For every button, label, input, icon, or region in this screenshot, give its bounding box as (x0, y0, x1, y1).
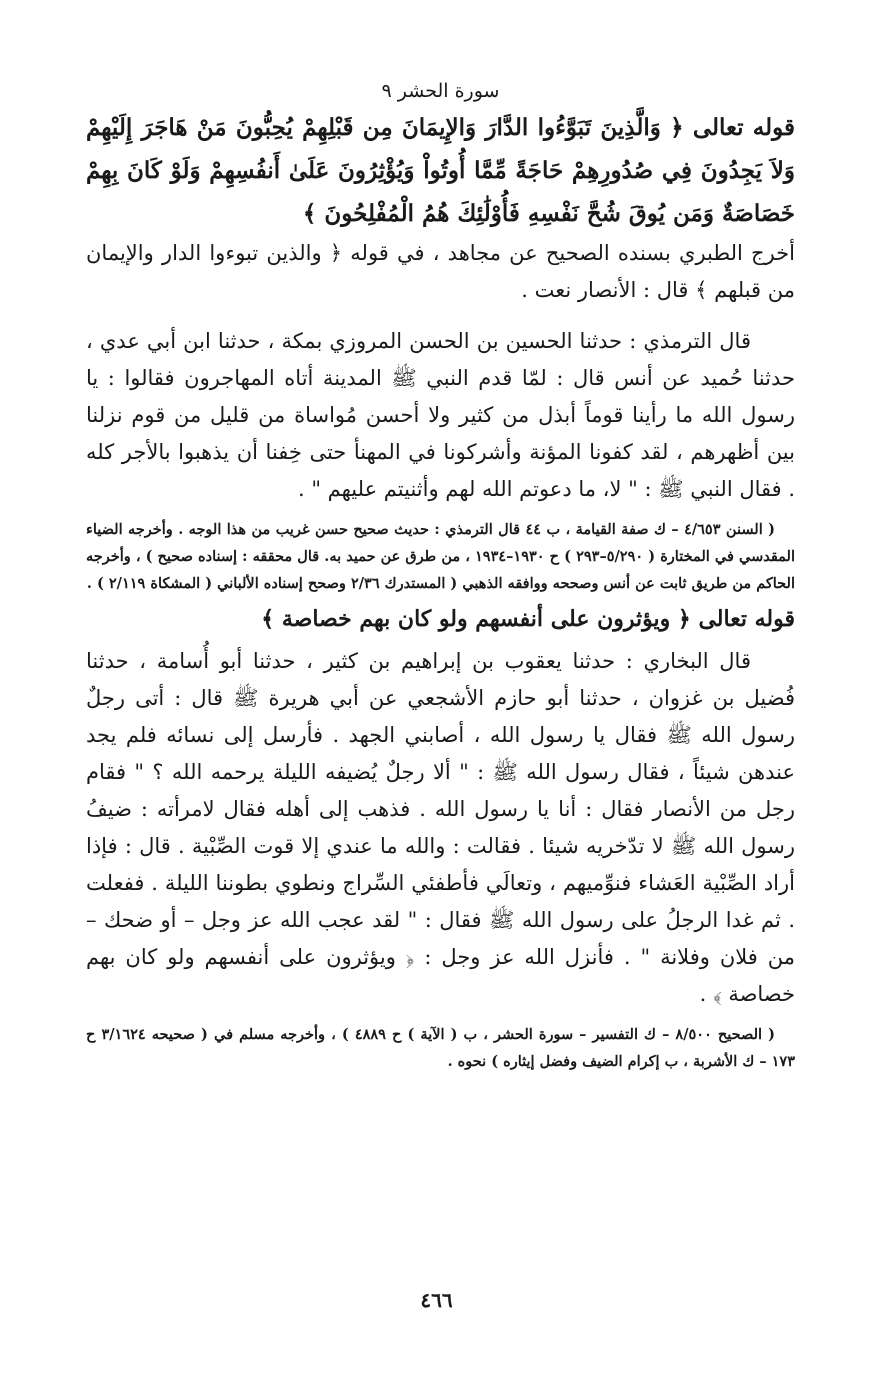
running-header: سورة الحشر ٩ (381, 80, 500, 102)
section-heading: قوله تعالى ﴿ ويؤثرون على أنفسهم ولو كان بهم خصاصة ﴾ (261, 606, 795, 632)
tabari-paragraph: أخرج الطبري بسنده الصحيح عن مجاهد ، في قوله ﴿ والذين تبوءوا الدار والإيمان من قبلهم ﴾ قال : الأنصار نعت . (86, 241, 795, 302)
page-number: ٤٦٦ (420, 1288, 453, 1312)
quran-verse-block: قوله تعالى ﴿ وَالَّذِينَ تَبَوَّءُوا الدَّارَ وَالإِيمَانَ مِن قَبْلِهِمْ يُحِبُّونَ مَنْ هَاجَرَ إِلَيْهِمْ وَلاَ يَجِدُونَ فِي صُدُورِهِمْ حَاجَةً مِّمَّا أُوتُواْ وَيُؤْثِرُونَ عَلَىٰ أَنفُسِهِمْ وَلَوْ كَانَ بِهِمْ خَصَاصَةٌ وَمَن يُوقَ شُحَّ نَفْسِهِ فَأُوْلَٰئِكَ هُمُ الْمُفْلِحُونَ ﴾ (86, 114, 795, 227)
bukhari-paragraph: قال البخاري : حدثنا يعقوب بن إبراهيم بن كثير ، حدثنا أبو أُسامة ، حدثنا فُضيل بن غزوان ، حدثنا أبو حازم الأشجعي عن أبي هريرة ﷺ قال : أتى رجلٌ رسول الله ﷺ فقال يا رسول الله ، أصابني الجهد . فأرسل إلى نسائه فلم يجد عندهن شيئاً ، فقال رسول الله ﷺ : " ألا رجلٌ يُضيفه الليلة يرحمه الله ؟ " فقام رجل من الأنصار فقال : أنا يا رسول الله . فذهب إلى أهله فقال لامرأته : ضيفُ رسول الله ﷺ لا تدّخريه شيئا . فقالت : والله ما عندي إلا قوت الصِّبْية . قال : فإذا أراد الصِّبْية العَشاء فنوِّميهم ، وتعالَي فأطفئي السِّراج ونطوي بطوننا الليلة . ففعلت . ثم غدا الرجلُ على رسول الله ﷺ فقال : " لقد عجب الله عز وجل – أو ضحك – من فلان وفلانة " . فأنزل الله عز وجل : ﴿ ويؤثرون على أنفسهم ولو كان بهم خصاصة ﴾ . (86, 649, 795, 1006)
footnote-tirmidhi: ( السنن ٤/٦٥٣ – ك صفة القيامة ، ب ٤٤ قال الترمذي : حديث صحيح حسن غريب من هذا الوجه . وأخرجه الضياء المقدسي في المختارة ( ٥/٢٩٠–٢٩٣ ) ح ١٩٣٠–١٩٣٤ ، من طرق عن حميد به. قال محققه : إسناده صحيح ) ، وأخرجه الحاكم من طريق ثابت عن أنس وصححه ووافقه الذهبي ( المستدرك ٢/٣٦ وصحح إسناده الألباني ( المشكاة ٢/١١٩ ) . (86, 521, 796, 592)
tirmidhi-paragraph: قال الترمذي : حدثنا الحسين بن الحسن المروزي بمكة ، حدثنا ابن أبي عدي ، حدثنا حُميد عن أنس قال : لمّا قدم النبي ﷺ المدينة أتاه المهاجرون فقالوا : يا رسول الله ما رأينا قوماً أبذل من كثير ولا أحسن مُواساة من قليل من قوم نزلنا بين أظهرهم ، لقد كفونا المؤنة وأشركونا في المهنأ حتى خِفنا أن يذهبوا بالأجر كله . فقال النبي ﷺ : " لا، ما دعوتم الله لهم وأثنيتم عليهم " . (86, 329, 795, 501)
footnote-bukhari: ( الصحيح ٨/٥٠٠ – ك التفسير – سورة الحشر ، ب ( الآية ) ح ٤٨٨٩ ) ، وأخرجه مسلم في ( صحيحه ٣/١٦٢٤ ح ١٧٣ – ك الأشربة ، ب إكرام الضيف وفضل إيثاره ) نحوه . (86, 1026, 795, 1070)
